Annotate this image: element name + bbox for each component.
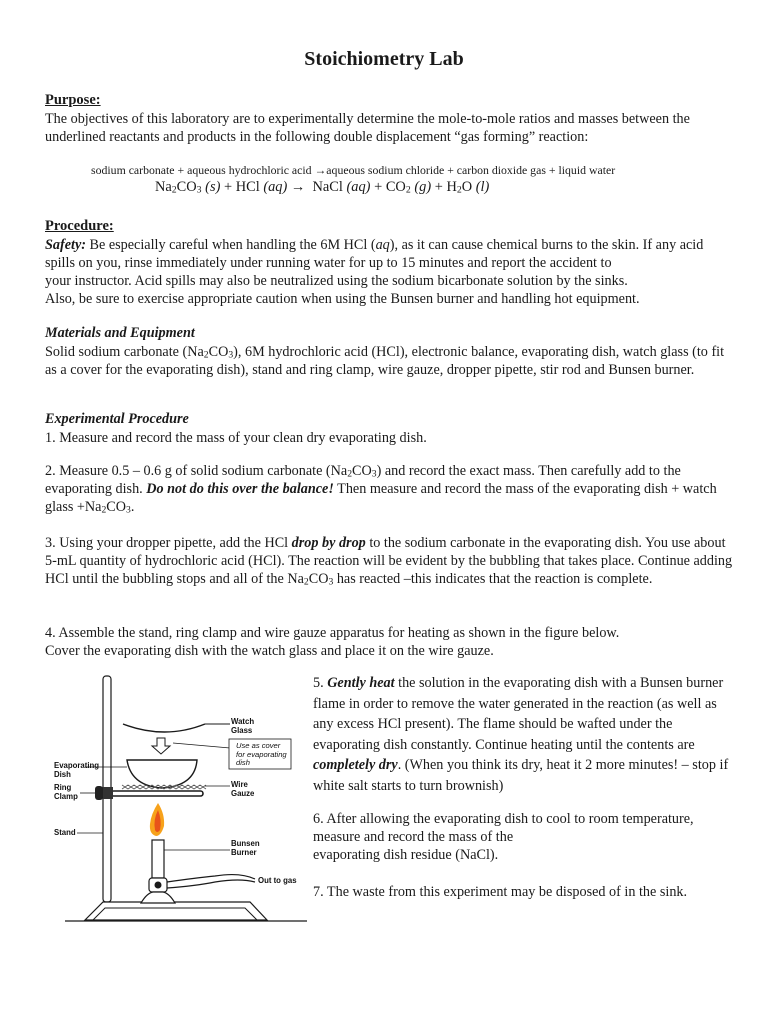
step-text: Then measure and record the mass of the evaporating dish + watch glass +Na (45, 481, 717, 515)
label-line: Glass (231, 725, 253, 735)
step-text: CO (308, 571, 329, 587)
step-text: . (130, 499, 135, 515)
subscript: 3 (371, 468, 377, 480)
procedure-heading: Procedure: (45, 218, 114, 234)
label-line: Ring (54, 783, 72, 792)
label-line: Burner (231, 847, 257, 857)
label-line: Wire (231, 780, 248, 789)
emphasis-text: Do not do this over the balance! (146, 481, 334, 497)
label-wire-gauze (231, 781, 254, 798)
eq-o: O (461, 179, 473, 195)
step-1: 1. Measure and record the mass of your clean dry evaporating dish. (45, 430, 427, 446)
step-6-line: measure and record the mass of the (313, 829, 514, 845)
label-out-to-gas: Out to gas (258, 876, 297, 885)
experimental-heading: Experimental Procedure (45, 411, 189, 427)
emphasis-text: Gently heat (327, 675, 395, 691)
step-7: 7. The waste from this experiment may be disposed of in the sink. (313, 884, 688, 900)
safety-line-3: your instructor. Acid spills may also be neutralized using the sodium bicarbonate solution by the sinks. (45, 273, 628, 289)
materials-text-part: CO (208, 344, 229, 360)
step-6-line: evaporating dish residue (NaCl). (313, 847, 499, 863)
eq-plus: + (223, 179, 233, 195)
subscript: 2 (101, 504, 107, 516)
subscript: 3 (328, 576, 334, 588)
eq-sub: 2 (171, 184, 177, 196)
label-line: dish (236, 758, 250, 768)
safety-text: ), as it can cause chemical burns to the skin. If any acid spills on you, rinse immediately under running water for up to 15 minutes and report the accident to (45, 237, 704, 271)
subscript: 3 (126, 504, 131, 516)
label-line: Clamp (54, 791, 78, 801)
label-line: Bunsen (231, 839, 260, 848)
step-text: ) and record the exact mass. Then carefully add to the evaporating dish. (45, 463, 681, 497)
label-line: Dish (54, 769, 71, 779)
subscript: 3 (228, 349, 234, 361)
label-line: Gauze (231, 788, 255, 798)
step-6 (313, 810, 733, 864)
eq-co: CO (176, 179, 197, 195)
purpose-heading: Purpose: (45, 92, 101, 108)
step-text: to the sodium carbonate in the evaporating dish. You use about 5-mL quantity of hydrochloric acid (HCl). The reaction will be evident by the bubbling that takes place. Continue adding HCl until the bubbling stops and all of the Na (45, 535, 733, 587)
label-line: for evaporating (236, 749, 287, 759)
label-line: Watch (231, 717, 255, 726)
step-text: 2. Measure 0.5 – 0.6 g of solid sodium carbonate (Na (45, 463, 348, 479)
step-6-line: 6. After allowing the evaporating dish to cool to room temperature, (313, 811, 694, 827)
materials-text-part: ), 6M hydrochloric acid (HCl), electronic balance, evaporating dish, watch glass (to fit as a cover for the evaporating dish), stand and ring clamp, wire gauze, dropper pipette, stir rod and Bunsen burner. (45, 344, 725, 378)
emphasis-text: completely dry (313, 757, 398, 773)
step-text: CO (106, 499, 127, 515)
step-text: 3. Using your dropper pipette, add the HCl (45, 535, 292, 551)
label-cover-note (236, 742, 287, 768)
step-text: the solution in the evaporating dish with a Bunsen burner flame in order to remove the water generated in the reaction (as well as any excess HCl present). The flame should be wafted under the evaporating dish constantly. Continue heating until the contents are (313, 675, 724, 753)
materials-text-part: Solid sodium carbonate (Na (45, 344, 204, 360)
purpose-text: The objectives of this laboratory are to experimentally determine the mole-to-mole ratios and masses between the underlined reactants and products in the following double displacement “gas forming” reaction: (45, 111, 690, 145)
step-text: . (When you think its dry, heat it 2 more minutes! – stop if white salt starts to turn brownish) (313, 757, 729, 794)
chemical-equation (155, 179, 489, 196)
eq-plus: + (374, 179, 383, 195)
materials-heading: Materials and Equipment (45, 325, 195, 341)
eq-state: (aq) (346, 179, 371, 195)
step-5 (313, 673, 733, 796)
eq-hcl: HCl (235, 179, 260, 195)
eq-state: (aq) (263, 179, 288, 195)
label-stand: Stand (54, 828, 76, 837)
eq-sub: 2 (456, 184, 462, 196)
label-line: Use as cover (236, 741, 281, 750)
eq-state: (g) (414, 179, 432, 195)
eq-state: (s) (205, 179, 221, 195)
safety-line-4: Also, be sure to exercise appropriate caution when using the Bunsen burner and handling hot equipment. (45, 291, 640, 307)
eq-plus: + (434, 179, 443, 195)
label-line: Evaporating (54, 761, 100, 770)
eq-sub: 3 (196, 184, 202, 196)
eq-na: Na (155, 179, 172, 195)
eq-nacl: NaCl (312, 179, 343, 195)
reaction-arrow-icon: → (290, 179, 306, 195)
safety-label: Safety: (45, 237, 86, 253)
eq-h: H (446, 179, 457, 195)
subscript: 2 (347, 468, 353, 480)
label-evaporating-dish (54, 762, 99, 779)
step-3 (45, 534, 735, 588)
eq-co2: CO (385, 179, 406, 195)
page-title: Stoichiometry Lab (304, 48, 464, 70)
safety-paragraph (45, 236, 735, 272)
label-ring-clamp (54, 784, 78, 801)
step-4-line-2: Cover the evaporating dish with the watch glass and place it on the wire gauze. (45, 643, 494, 659)
step-text: CO (352, 463, 372, 479)
materials-text (45, 343, 735, 379)
subscript: 2 (203, 349, 209, 361)
label-bunsen-burner (231, 840, 260, 857)
step-2 (45, 462, 735, 516)
step-text: 5. (313, 675, 328, 691)
step-4-line-1: 4. Assemble the stand, ring clamp and wire gauze apparatus for heating as shown in the figure below. (45, 625, 620, 641)
label-watch-glass (231, 718, 254, 735)
word-equation: sodium carbonate + aqueous hydrochloric acid →aqueous sodium chloride + carbon dioxide gas + liquid water (91, 163, 616, 177)
step-text: has reacted –this indicates that the reaction is complete. (333, 571, 653, 587)
heating-apparatus-figure (45, 668, 310, 930)
subscript: 2 (303, 576, 309, 588)
apparatus-diagram-icon (45, 668, 310, 930)
eq-sub: 2 (405, 184, 411, 196)
safety-text: Be especially careful when handling the 6M HCl ( (85, 237, 376, 253)
emphasis-text: drop by drop (291, 535, 366, 551)
safety-aq: aq (375, 237, 390, 253)
eq-state: (l) (475, 179, 490, 195)
